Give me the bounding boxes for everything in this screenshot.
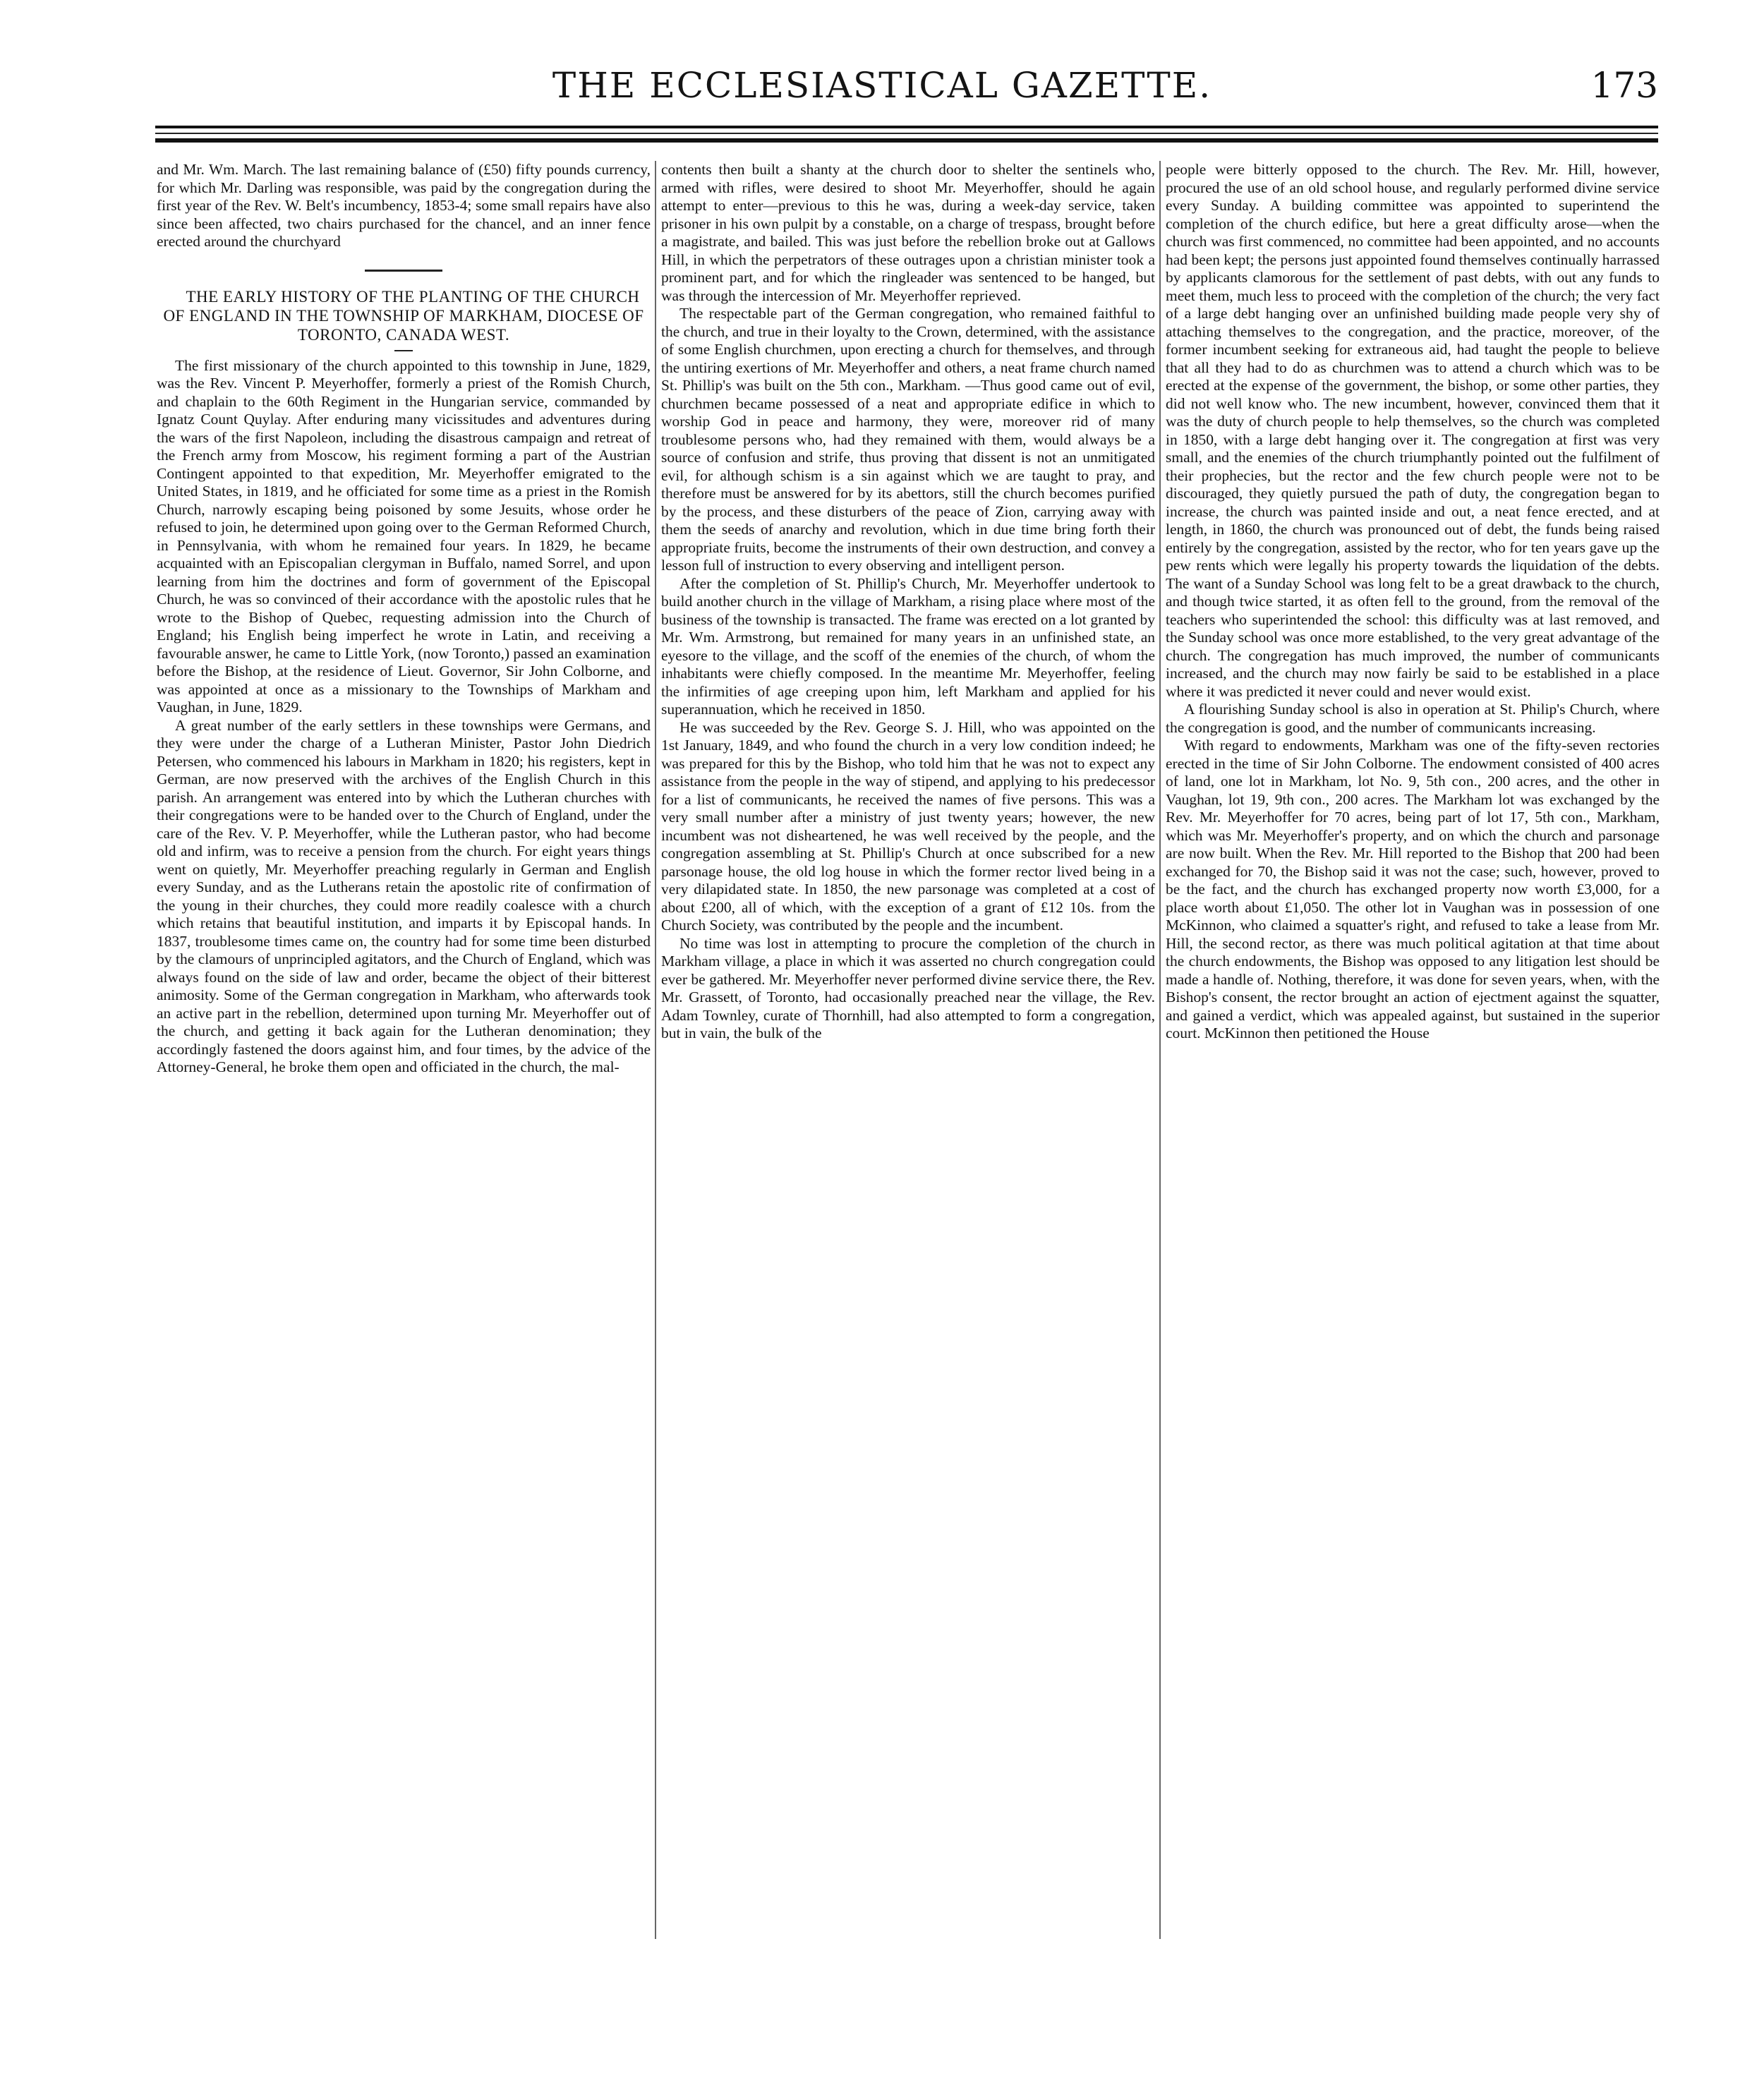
page-number: 173 [1590, 65, 1658, 106]
paragraph: No time was lost in attempting to procure the completion of the church in Markham village, a place in which it was asserted no church congregation could ever be gathered. Mr. Meyerhoffer never performed divine service there, the Rev. Mr. Grassett, of Toronto, had occasionally preached near the village, the Rev. Adam Townley, curate of Thornhill, had also attempted to form a congregation, but in vain, the bulk of the [661, 934, 1155, 1041]
column-1 [157, 161, 651, 1939]
page-header [0, 65, 1764, 114]
column-3 [1166, 161, 1660, 1939]
paragraph: A great number of the early settlers in these townships were Germans, and they were under the charge of a Lutheran Minister, Pastor John Diedrich Petersen, who commenced his labours in Markham in 1820; his registers, kept in German, are now preserved with the archives of the English Church in this parish. An arrangement was entered into by which the Lutheran churches with their congregations were to be handed over to the Church of England, under the care of the Rev. V. P. Meyerhoffer, while the Lutheran pastor, who had become old and infirm, was to receive a pension from the church. For eight years things went on quietly, Mr. Meyerhoffer preaching regularly in German and English every Sunday, and as the Lutherans retain the apostolic rite of confirmation of the young in their churches, they could more readily coalesce with a church which retains that beautiful institution, and imparts it by Episcopal hands. In 1837, troublesome times came on, the country had for some time been disturbed by the clamours of unprincipled agitators, and the Church of England, which was always found on the side of law and order, became the object of their bitterest animosity. Some of the German congregation in Markham, who afterwards took an active part in the rebellion, determined upon turning Mr. Meyerhoffer out of the church, and getting it back again for the Lutheran denomination; they accordingly fastened the doors against him, and four times, by the advice of the Attorney-General, he broke them open and officiated in the church, the mal- [157, 716, 651, 1075]
section-divider [365, 270, 442, 272]
header-rule-thick [155, 138, 1658, 143]
header-rule [155, 126, 1658, 128]
paragraph: After the completion of St. Phillip's Church, Mr. Meyerhoffer undertook to build another church in the village of Markham, a rising place where most of the business of the township is transacted. The frame was erected on a lot granted by Mr. Wm. Armstrong, but remained for many years in an unfinished state, an eyesore to the village, and the scoff of the enemies of the church, of whom the inhabitants were chiefly composed. In the meantime Mr. Meyerhoffer, feeling the infirmities of age creeping upon him, left Markham and applied for his superannuation, which he received in 1850. [661, 574, 1155, 718]
paragraph: The first missionary of the church appointed to this township in June, 1829, was the Rev. Vincent P. Meyerhoffer, formerly a priest of the Romish Church, and chaplain to the 60th Regiment in the Hungarian service, commanded by Ignatz Count Quylay. After enduring many vicissitudes and adventures during the wars of the first Napoleon, including the disastrous campaign and retreat of the French army from Moscow, his regiment forming a part of the Austrian Contingent appointed to that expedition, Mr. Meyerhoffer emigrated to the United States, in 1819, and he officiated for some time as a priest in the Romish Church, narrowly escaping being poisoned by some Jesuits, whose order he refused to join, he determined upon going over to the German Reformed Church, in Pennsylvania, with whom he remained four years. In 1829, he became acquainted with an Episcopalian clergyman in Buffalo, named Sorrel, and upon learning from him the doctrines and form of government of the Episcopal Church, he was so convinced of their accordance with the apostolic rules that he wrote to the Bishop of Quebec, requesting admission into the Church of England; his English being imperfect he wrote in Latin, and receiving a favourable answer, he came to Little York, (now Toronto,) passed an examination before the Bishop, at the residence of Lieut. Governor, Sir John Colborne, and was appointed at once as a missionary to the Townships of Markham and Vaughan, in June, 1829. [157, 356, 651, 715]
paragraph: A flourishing Sunday school is also in operation at St. Philip's Church, where the congregation is good, and the number of communicants increasing. [1166, 701, 1660, 736]
intro-paragraph: and Mr. Wm. March. The last remaining balance of (£50) fifty pounds currency, for which Mr. Darling was responsible, was paid by the congregation during the first year of the Rev. W. Belt's incumbency, 1853-4; some small repairs have also since been affected, two chairs purchased for the chancel, and an inner fence erected around the churchyard [157, 161, 651, 250]
masthead-title: THE ECCLESIASTICAL GAZETTE. [552, 65, 1212, 106]
paragraph: With regard to endowments, Markham was one of the fifty-seven rectories erected in the time of Sir John Colborne. The endowment consisted of 400 acres of land, one lot in Markham, lot No. 9, 5th con., 200 acres, and the other in Vaughan, lot 19, 9th con., 200 acres. The Markham lot was exchanged by the Rev. Mr. Meyerhoffer for 70 acres, being part of lot 17, 5th con., Markham, which was Mr. Meyerhoffer's property, and on which the church and parsonage are now built. When the Rev. Mr. Hill reported to the Bishop that 200 had been exchanged for 70, the Bishop said it was not the case; such, however, proved to be the fact, and the church has exchanged property now worth £3,000, for a place worth about £1,050. The other lot in Vaughan was in possession of one McKinnon, who claimed a squatter's right, and refused to take a lease from Mr. Hill, the second rector, as there was much political agitation at that time about the church endowments, the Bishop was opposed to any litigation lest should be made a handle of. Nothing, therefore, it was done for seven years, when, with the Bishop's consent, the rector brought an action of ejectment against the squatter, and gained a verdict, which was appealed against, but sustained in the superior court. McKinnon then petitioned the House [1166, 737, 1660, 1041]
column-separator [651, 161, 661, 1939]
column-2 [661, 161, 1155, 1939]
header-rule-thin [155, 133, 1658, 134]
paragraph: contents then built a shanty at the church door to shelter the sentinels who, armed with rifles, were desired to shoot Mr. Meyerhoffer, should he again attempt to enter—previous to this he was, during a week-day service, taken prisoner in his own pulpit by a constable, on a charge of trespass, brought before a magistrate, and bailed. This was just before the rebellion broke out at Gallows Hill, in which the perpetrators of these outrages upon a christian minister took a prominent part, and for which the ringleader was sentenced to be hanged, but was through the intercession of Mr. Meyerhoffer reprieved. [661, 161, 1155, 304]
column-separator [1155, 161, 1166, 1939]
paragraph: people were bitterly opposed to the church. The Rev. Mr. Hill, however, procured the use of an old school house, and regularly performed divine service every Sunday. A building committee was appointed to superintend the completion of the church edifice, but here a great difficulty arose—when the church was first commenced, no committee had been appointed, and no accounts had been kept; the persons just appointed found themselves continually harrassed by applicants clamorous for the settlement of past debts, with out any funds to meet them, much less to proceed with the completion of the church; the very fact of a large debt hanging over an unfinished building made people very shy of attaching themselves to the congregation, and the practice, moreover, of the former incumbent seeking for extraneous aid, had taught the people to believe that all they had to do as churchmen was to attend a church which was to be erected at the expense of the government, the bishop, or some other parties, they did not well know who. The new incumbent, however, convinced them that it was the duty of church people to help themselves, so the church was completed in 1850, with a large debt hanging over it. The congregation at first was very small, and the enemies of the church triumphantly pointed out the fulfilment of their prophecies, but the rector and the few church people were not to be discouraged, they quietly pursued the path of duty, the congregation began to increase, the church was painted inside and out, a neat fence erected, and at length, in 1860, the church was pronounced out of debt, the funds being raised entirely by the congregation, assisted by the rector, who for ten years gave up the pew rents which were legally his property towards the liquidation of the debts. The want of a Sunday School was long felt to be a great drawback to the church, and though twice started, it as often fell to the ground, from the removal of the teachers who superintended the school: this difficulty was at last removed, and the Sunday school was once more established, to the very great advantage of the church. The congregation has much improved, the number of communicants increased, and the church may now fairly be said to be established in a place where it was predicted it never could and never would exist. [1166, 161, 1660, 700]
article-columns [157, 161, 1660, 1939]
paragraph: The respectable part of the German congregation, who remained faithful to the church, and true in their loyalty to the Crown, determined, with the assistance of some English churchmen, upon erecting a church for themselves, and through the untiring exertions of Mr. Meyerhoffer and others, a neat frame church named St. Phillip's was built on the 5th con., Markham. —Thus good came out of evil, churchmen became possessed of a neat and appropriate edifice in which to worship God in peace and harmony, they were, moreover rid of many troublesome persons who, had they remained with them, would always be a source of confusion and strife, thus proving that dissent is not an unmitigated evil, for although schism is a sin against which we are taught to pray, and therefore must be answered for by its abettors, still the church becomes purified by the process, and these disturbers of the peace of Zion, carrying away with them the seeds of anarchy and revolution, which in due time bring forth their appropriate fruits, become the instruments of their own destruction, and convey a lesson full of instruction to every observing and intelligent person. [661, 305, 1155, 574]
paragraph: He was succeeded by the Rev. George S. J. Hill, who was appointed on the 1st January, 1849, and who found the church in a very low condition indeed; he was prepared for this by the Bishop, who told him that he was not to expect any assistance from the people in the way of stipend, and applying to his predecessor for a list of communicants, he received the names of five persons. This was a very small number after a ministry of just twenty years; however, the new incumbent was not disheartened, he was well received by the people, and the congregation assembling at St. Phillip's Church at once subscribed for a new parsonage house, the old log house in which the former rector lived being in a very dilapidated state. In 1850, the new parsonage was completed at a cost of about £200, all of which, with the exception of a grant of £12 10s. from the Church Society, was contributed by the people and the incumbent. [661, 718, 1155, 934]
heading-dash [394, 350, 413, 351]
article-heading: THE EARLY HISTORY OF THE PLANTING OF THE CHURCH OF ENGLAND IN THE TOWNSHIP OF MARKHAM, DIOCESE OF TORONTO, CANADA WEST. [163, 287, 644, 344]
